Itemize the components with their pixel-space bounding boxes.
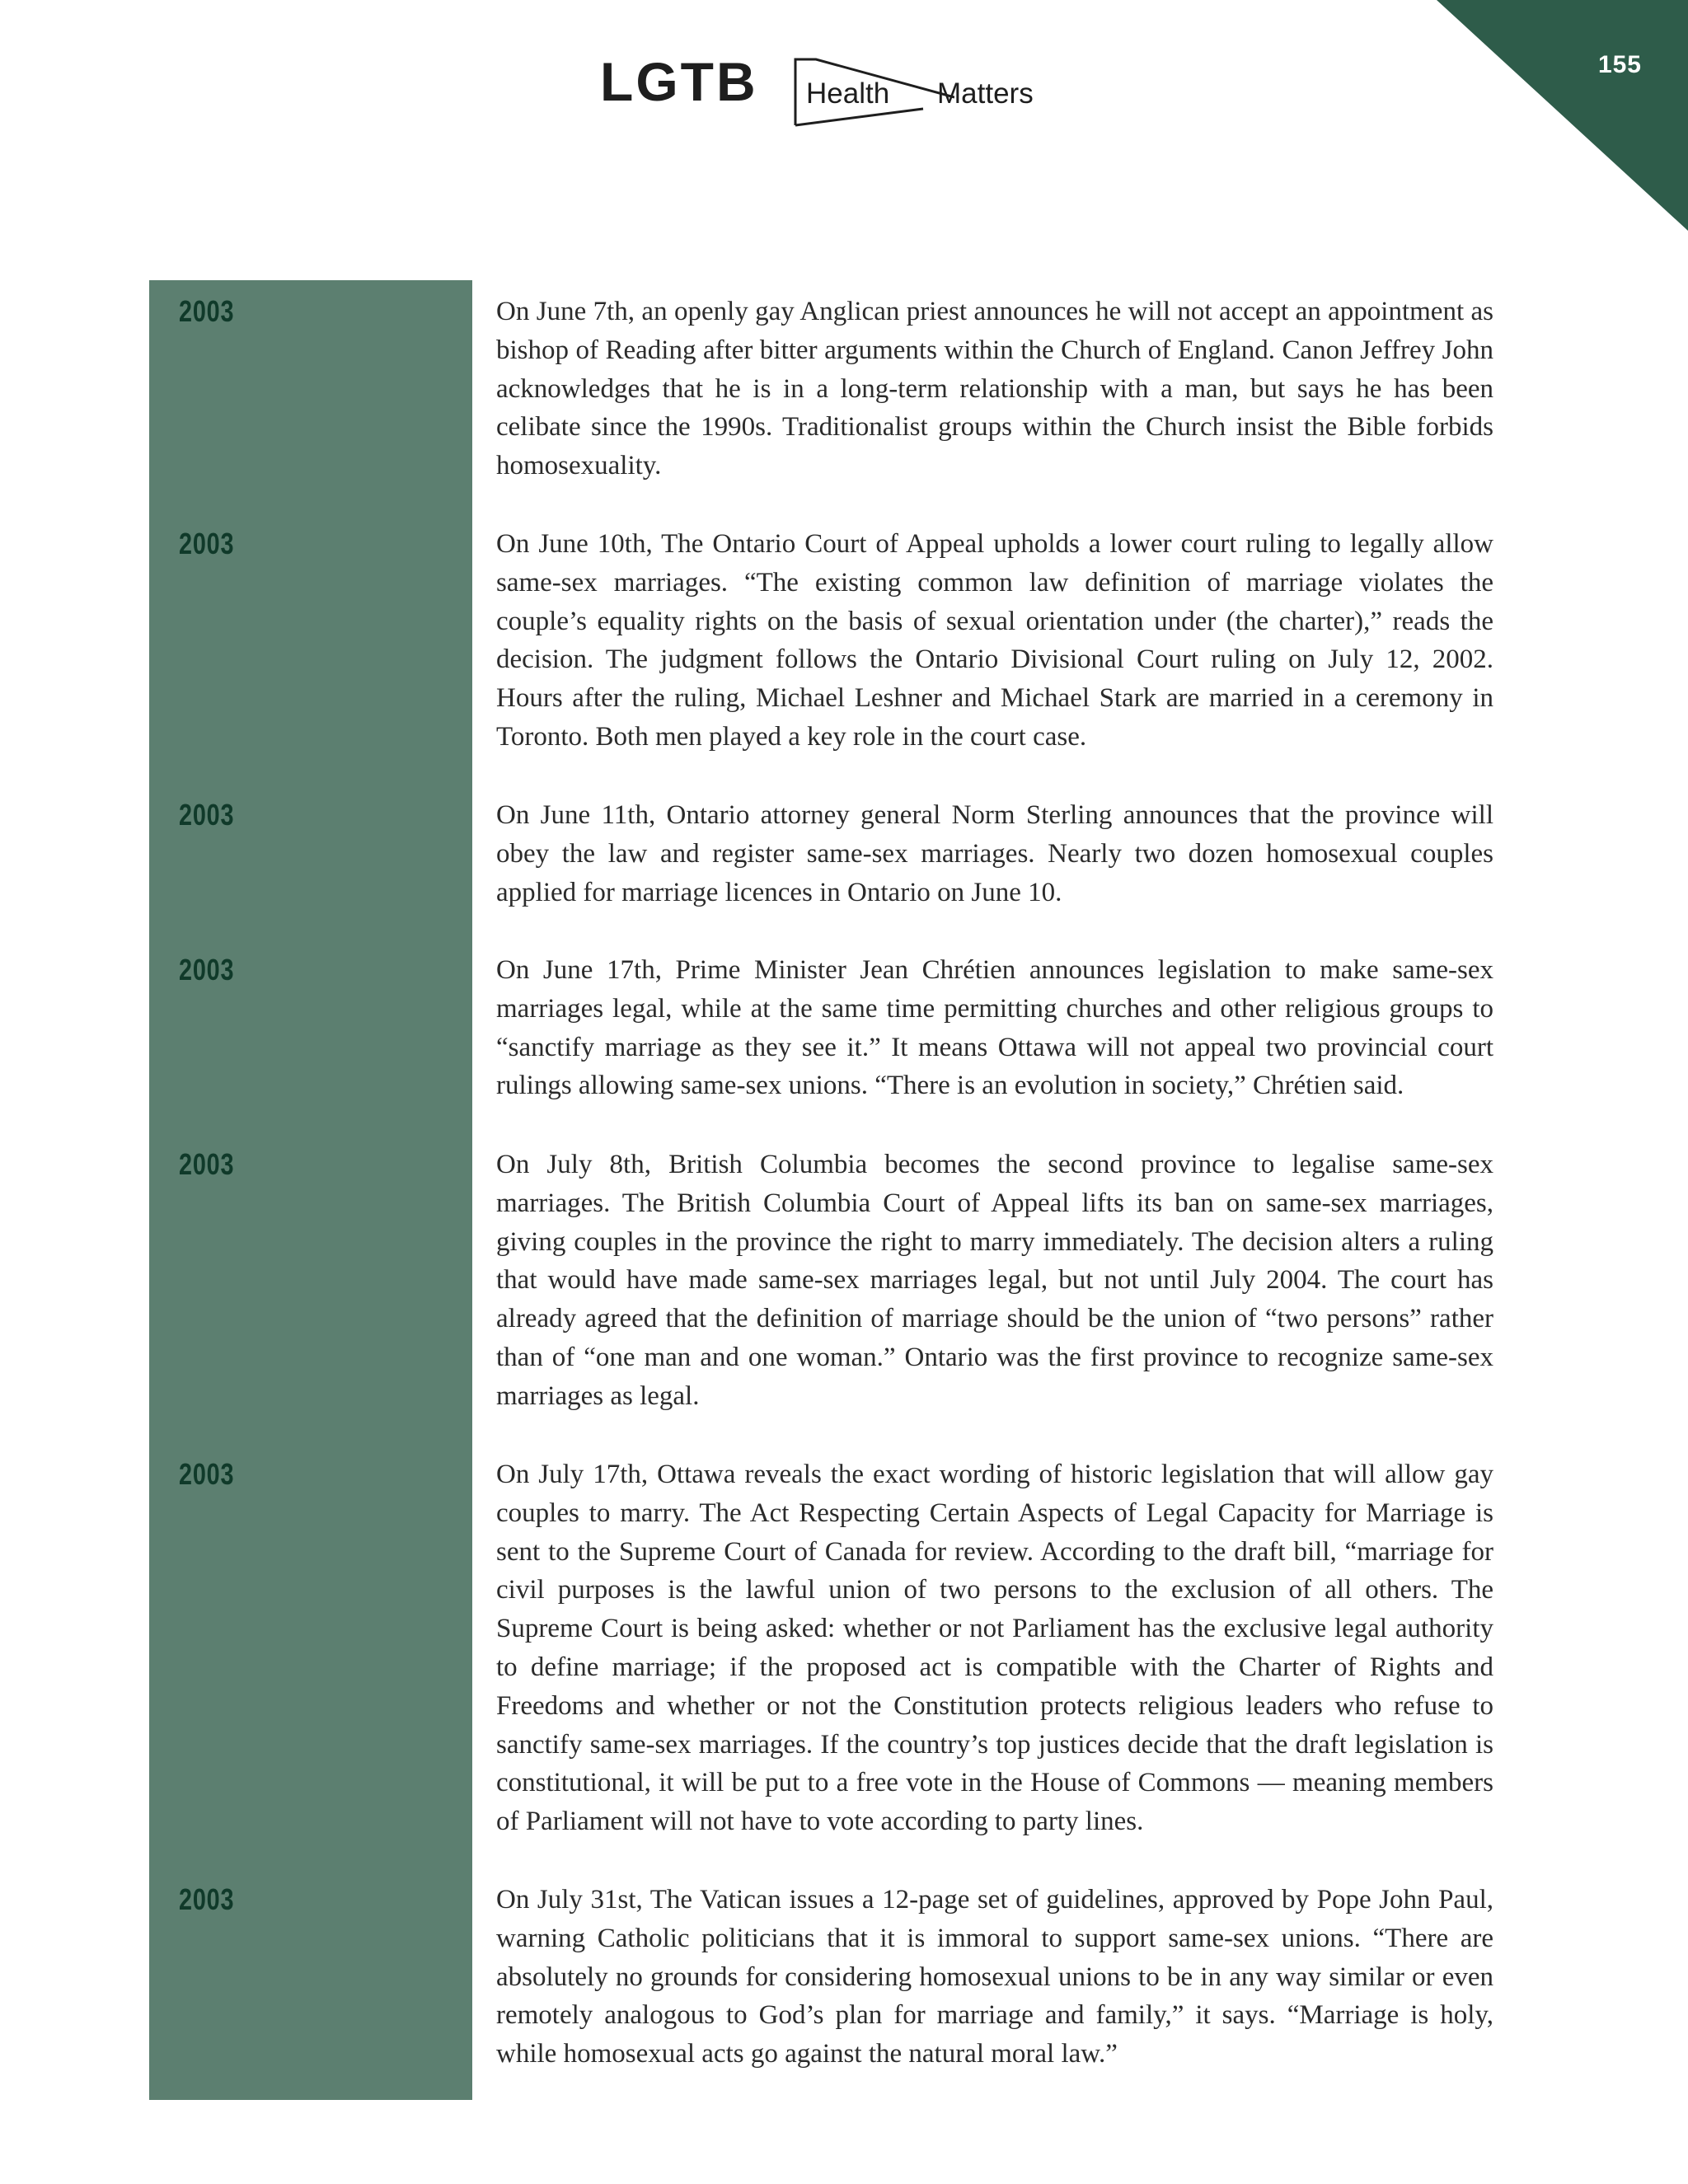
entry-year: 2003: [179, 1147, 235, 1181]
logo-lgtb-text: LGTB: [600, 51, 758, 112]
entry-text: On June 17th, Prime Minister Jean Chrétien announces legislation to make same-sex marriages legal, while at the same time permitting churches and other religious groups to “sanctify marriage as they see it.” It means Ottawa will not appeal two provincial court rulings allowing same-sex unions. “There is an evolution in society,” Chrétien said.: [496, 955, 1493, 1101]
entry-year: 2003: [179, 798, 235, 832]
entry-text: On July 31st, The Vatican issues a 12-page set of guidelines, approved by Pope John Paul, warning Catholic politicians that it is immoral to support same-sex unions. “There are absolutely no grounds for considering homosexual unions to be in any way similar or even remotely analogous to God’s plan for marriage and family,” it says. “Marriage is holy, while homosexual acts go against the natural moral law.”: [496, 1885, 1493, 2069]
entry-text: On June 10th, The Ontario Court of Appeal upholds a lower court ruling to legally allow same-sex marriages. “The existing common law definition of marriage violates the couple’s equality rights on the basis of sexual orientation under (the charter),” reads the decision. The judgment follows the Ontario Divisional Court ruling on July 12, 2002. Hours after the ruling, Michael Leshner and Michael Stark are married in a ceremony in Toronto. Both men played a key role in the court case.: [496, 529, 1493, 752]
entry-year: 2003: [179, 527, 235, 560]
logo: [600, 51, 1095, 134]
logo-health-text: Health: [806, 77, 890, 110]
entry-year: 2003: [179, 294, 235, 328]
entry-text: On July 8th, British Columbia becomes the second province to legalise same-sex marriages. The British Columbia Court of Appeal lifts its ban on same-sex marriages, giving couples in the province the right to marry immediately. The decision alters a ruling that would have made same-sex marriages legal, but not until July 2004. The court has already agreed that the definition of marriage should be the union of “two persons” rather than of “one man and one woman.” Ontario was the first province to recognize same-sex marriages as legal.: [496, 1150, 1493, 1411]
entry-year: 2003: [179, 1457, 235, 1491]
corner-decoration: [1437, 0, 1688, 231]
logo-matters-text: Matters: [937, 77, 1034, 110]
entry-text: On June 7th, an openly gay Anglican priest announces he will not accept an appointment as bishop of Reading after bitter arguments within the Church of England. Canon Jeffrey John acknowledges that he is in a long-term relationship with a man, but says he has been celibate since the 1990s. Traditionalist groups within the Church insist the Bible forbids homosexuality.: [496, 297, 1493, 481]
entry-year: 2003: [179, 1882, 235, 1916]
page-number: 155: [1597, 51, 1642, 78]
entry-text: On July 17th, Ottawa reveals the exact wording of historic legislation that will allow gay couples to marry. The Act Respecting Certain Aspects of Legal Capacity for Marriage is sent to the Supreme Court of Canada for review. According to the draft bill, “marriage for civil purposes is the lawful union of two persons to the exclusion of all others. The Supreme Court is being asked: whether or not Parliament has the exclusive legal authority to define marriage; if the proposed act is compatible with the Charter of Rights and Freedoms and whether or not the Constitution protects religious leaders who refuse to sanctify same-sex marriages. If the country’s top justices decide that the draft legislation is constitutional, it will be put to a free vote in the House of Commons — meaning members of Parliament will not have to vote according to party lines.: [496, 1460, 1493, 1837]
entry-year: 2003: [179, 953, 235, 987]
entry-text: On June 11th, Ontario attorney general Norm Sterling announces that the province will obey the law and register same-sex marriages. Nearly two dozen homosexual couples applied for marriage licences in Ontario on June 10.: [496, 800, 1493, 907]
